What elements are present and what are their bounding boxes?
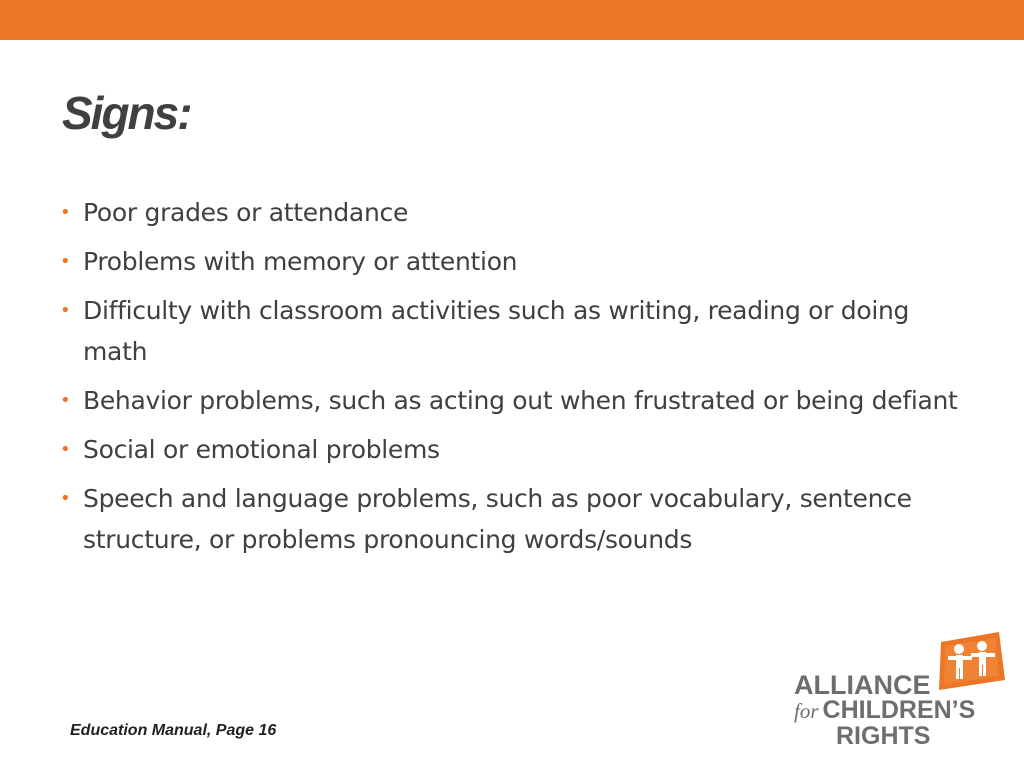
bullet-marker: •	[60, 439, 71, 460]
slide-title: Signs:	[62, 87, 191, 139]
bullet-item	[60, 192, 980, 233]
bullet-marker: •	[60, 390, 71, 411]
bullet-item	[60, 429, 980, 470]
bullet-item	[60, 290, 980, 372]
bullet-marker: •	[60, 251, 71, 272]
logo-line-children	[794, 696, 975, 725]
bullet-text: Social or emotional problems	[83, 435, 440, 464]
logo-word-alliance: ALLIANCE	[794, 670, 931, 700]
logo-word-childrens: CHILDREN’S	[822, 696, 976, 724]
bullet-text: Poor grades or attendance	[83, 198, 409, 227]
bullet-text: Difficulty with classroom activities such as writing, reading or doing math	[83, 296, 910, 366]
bullet-text: Problems with memory or attention	[83, 247, 518, 276]
bullet-text: Speech and language problems, such as poor vocabulary, sentence structure, or problems pronouncing words/sounds	[83, 484, 912, 554]
bullet-marker: •	[60, 202, 71, 223]
bullet-item	[60, 241, 980, 282]
top-accent-bar	[0, 0, 1024, 40]
bullet-marker: •	[60, 488, 71, 509]
logo-word-for: for	[794, 699, 819, 723]
bullet-text: Behavior problems, such as acting out when frustrated or being defiant	[83, 386, 958, 415]
children-emblem-icon	[935, 632, 1005, 692]
footer-source-note: Education Manual, Page 16	[70, 722, 277, 739]
bullet-list	[60, 192, 980, 568]
bullet-item	[60, 380, 980, 421]
logo-word-rights: RIGHTS	[836, 722, 931, 750]
bullet-marker: •	[60, 300, 71, 321]
bullet-item	[60, 478, 980, 560]
alliance-logo	[792, 630, 1012, 748]
